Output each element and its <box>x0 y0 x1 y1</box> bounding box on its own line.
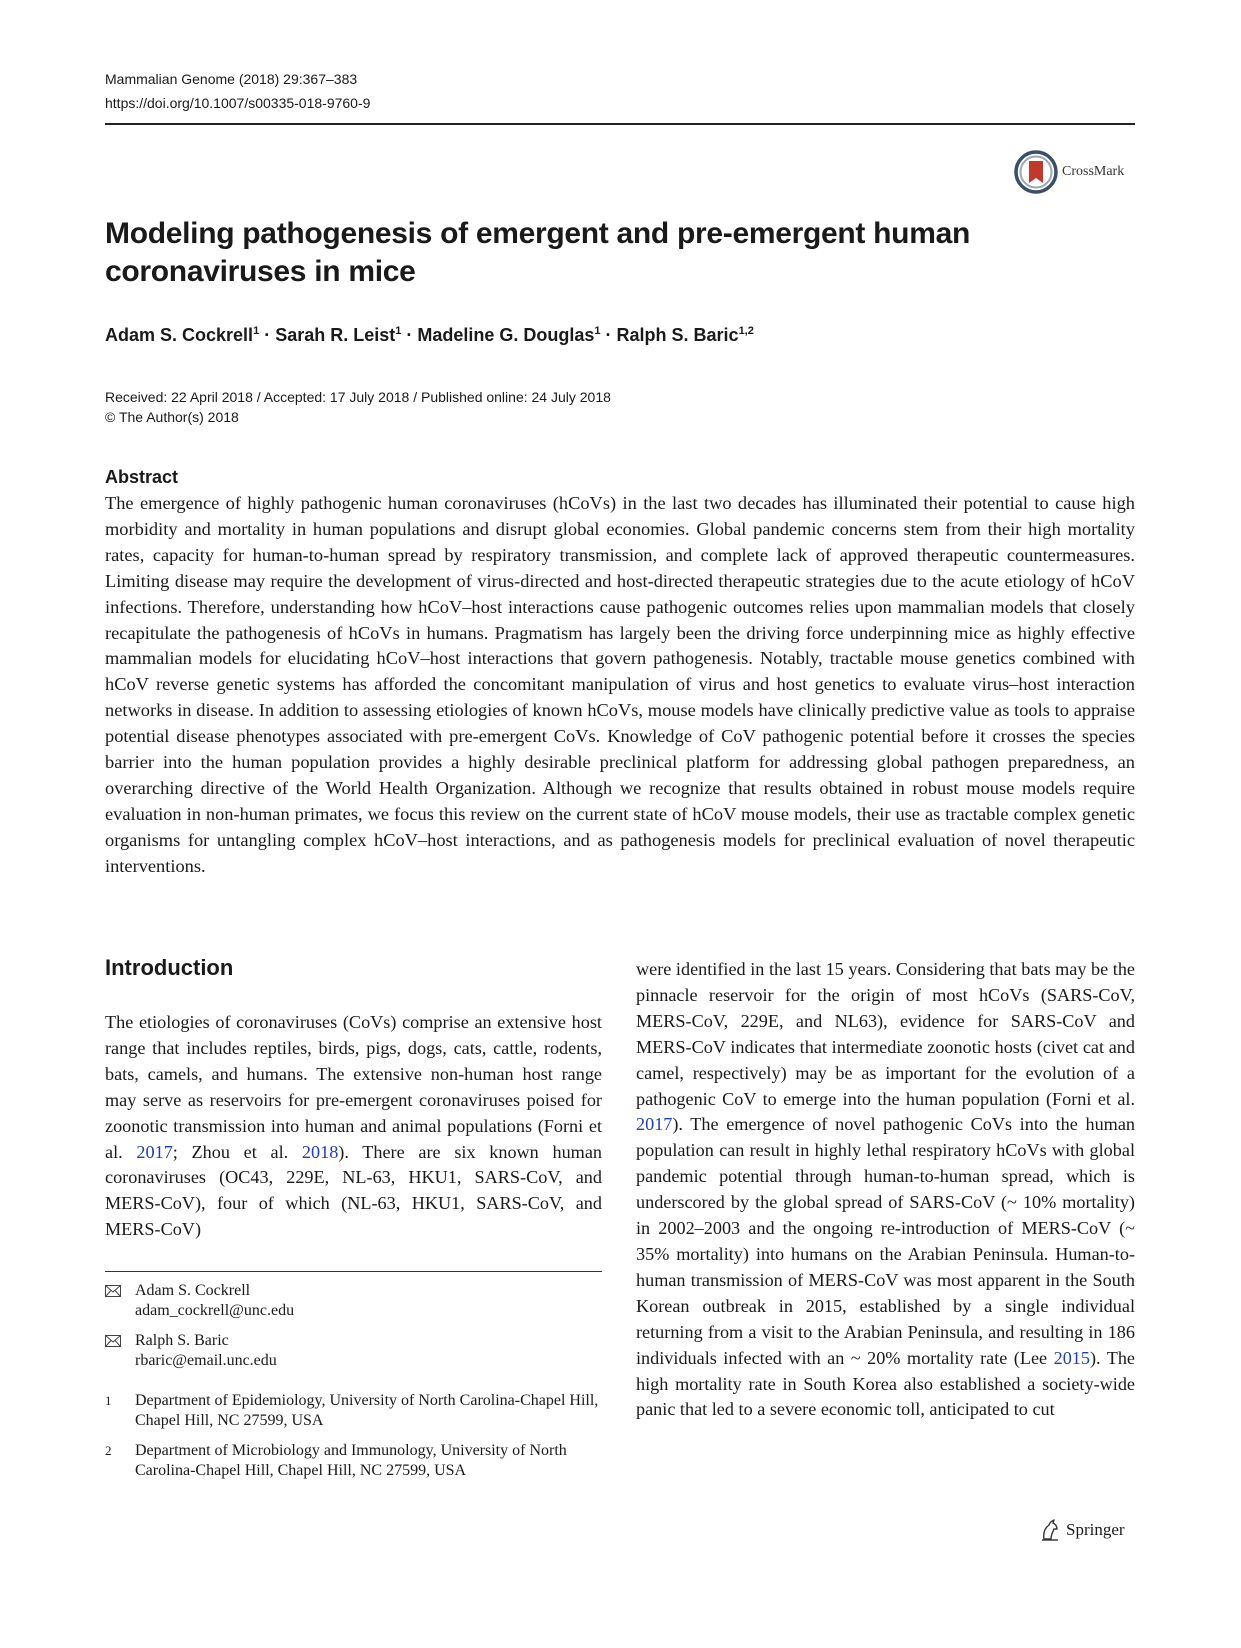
publisher-name: Springer <box>1066 1520 1125 1539</box>
author-name: Madeline G. Douglas <box>417 325 595 345</box>
author-name: Sarah R. Leist <box>275 325 396 345</box>
affiliation <box>105 1441 602 1481</box>
affiliation-text: Department of Microbiology and Immunology, University of North Carolina-Chapel Hill, Chapel Hill, NC 27599, USA <box>135 1442 567 1479</box>
intro-text: ). There are six known human coronaviruses (OC43, 229E, NL-63, HKU1, SARS-CoV, and MERS-CoV), four of which (NL-63, HKU1, SARS-CoV, and MERS-CoV) <box>105 1141 602 1240</box>
abstract-text: The emergence of highly pathogenic human coronaviruses (hCoVs) in the last two decades has illuminated their potential to cause high morbidity and mortality in human populations and disrupt global economies. Global pandemic concerns stem from their high mortality rates, capacity for human-to-human spread by respiratory transmission, and complete lack of approved therapeutic countermeasures. Limiting disease may require the development of virus-directed and host-directed therapeutic strategies due to the acute etiology of hCoV infections. Therefore, understanding how hCoV–host interactions cause pathogenic outcomes relies upon mammalian models that closely recapitulate the pathogenesis of hCoVs in humans. Pragmatism has largely been the driving force underpinning mice as highly effective mammalian models for elucidating hCoV–host interactions that govern pathogenesis. Notably, tractable mouse genetics combined with hCoV reverse genetic systems has afforded the concomitant manipulation of virus and host genetics to evaluate virus–host interaction networks in disease. In addition to assessing etiologies of known hCoVs, mouse models have clinically predictive value as tools to appraise potential disease phenotypes associated with pre-emergent CoVs. Knowledge of CoV pathogenic potential before it crosses the species barrier into the human population provides a highly desirable preclinical platform for addressing global pathogen preparedness, an overarching directive of the World Health Organization. Although we recognize that results obtained in robust mouse models require evaluation in non-human primates, we focus this review on the current state of hCoV mouse models, their use as tractable complex genetic organisms for untangling complex hCoV–host interactions, and as pathogenesis models for preclinical evaluation of novel therapeutic interventions. <box>105 493 1135 876</box>
corresponding-name: Adam S. Cockrell <box>135 1282 251 1299</box>
article-title: Modeling pathogenesis of emergent and pre-emergent human coronaviruses in mice <box>105 217 970 288</box>
author[interactable] <box>417 325 600 345</box>
citation-link[interactable]: 2017 <box>636 1114 673 1135</box>
envelope-icon <box>105 1335 121 1347</box>
author[interactable] <box>275 325 401 345</box>
affiliation <box>105 1391 602 1431</box>
author-affiliation-mark: 1 <box>594 325 601 337</box>
intro-text: ). The high mortality rate in South Korea also established a society-wide panic that led to a severe economic toll, anticipated to cut <box>636 1347 1135 1420</box>
springer-horse-icon <box>1040 1519 1060 1541</box>
author-affiliation-mark: 1 <box>395 325 402 337</box>
crossmark-badge[interactable] <box>1014 150 1124 194</box>
article-history: Received: 22 April 2018 / Accepted: 17 July 2018 / Published online: 24 July 2018 <box>105 389 611 405</box>
intro-text: ). The emergence of novel pathogenic CoVs into the human population can result in highly lethal respiratory hCoVs with global pandemic potential through human-to-human spread, which is underscored by the global spread of SARS-CoV (~ 10% mortality) in 2002–2003 and the ongoing re-introduction of MERS-CoV (~ 35% mortality) into humans on the Arabian Peninsula. Human-to-human transmission of MERS-CoV was most apparent in the South Korean outbreak in 2015, established by a single individual returning from a visit to the Arabian Peninsula, and resulting in 186 individuals infected with an ~ 20% mortality rate (Lee <box>636 1114 1135 1368</box>
affiliation-text: Department of Epidemiology, University of North Carolina-Chapel Hill, Chapel Hill, NC 27599, USA <box>135 1392 599 1429</box>
doi-link[interactable]: https://doi.org/10.1007/s00335-018-9760-9 <box>105 95 371 111</box>
author-separator: · <box>401 325 418 345</box>
corresponding-author <box>105 1331 602 1371</box>
citation-link[interactable]: 2018 <box>301 1141 339 1162</box>
copyright-notice: © The Author(s) 2018 <box>105 409 239 425</box>
article-dates <box>105 387 611 427</box>
footnote-rule <box>105 1271 602 1272</box>
journal-citation: Mammalian Genome (2018) 29:367–383 <box>105 71 358 87</box>
author-affiliation-mark: 1,2 <box>738 325 754 337</box>
corresponding-email[interactable]: rbaric@email.unc.edu <box>135 1352 277 1369</box>
author-affiliation-mark: 1 <box>253 325 260 337</box>
citation-link[interactable]: 2015 <box>1053 1347 1090 1368</box>
author-name: Adam S. Cockrell <box>105 325 254 345</box>
header-rule <box>105 123 1135 125</box>
author-separator: · <box>259 325 276 345</box>
corresponding-name: Ralph S. Baric <box>135 1332 229 1349</box>
envelope-icon <box>105 1285 121 1297</box>
affiliation-number: 1 <box>105 1393 112 1408</box>
citation-link[interactable]: 2017 <box>136 1141 173 1162</box>
crossmark-label: CrossMark <box>1062 164 1125 179</box>
affiliation-number: 2 <box>105 1443 112 1458</box>
intro-text: ; Zhou et al. <box>172 1141 302 1162</box>
intro-text: were identified in the last 15 years. Considering that bats may be the pinnacle reservoir for the origin of most hCoVs (SARS-CoV, MERS-CoV, 229E, and NL63), evidence for SARS-CoV and MERS-CoV indicates that intermediate zoonotic hosts (civet cat and camel, respectively) may be as important for the evolution of a pathogenic CoV to emerge into the human population (Forni et al. <box>636 959 1135 1109</box>
corresponding-author <box>105 1281 602 1321</box>
intro-text: The etiologies of coronaviruses (CoVs) comprise an extensive host range that includes reptiles, birds, pigs, dogs, cats, cattle, rodents, bats, camels, and humans. The extensive non-human host range may serve as reservoirs for pre-emergent coronaviruses poised for zoonotic transmission into human and animal populations (Forni et al. <box>105 1012 602 1162</box>
introduction-heading: Introduction <box>105 955 234 980</box>
author-separator: · <box>600 325 617 345</box>
author-name: Ralph S. Baric <box>616 325 739 345</box>
author[interactable] <box>617 325 754 345</box>
corresponding-email[interactable]: adam_cockrell@unc.edu <box>135 1302 295 1319</box>
crossmark-icon <box>1014 150 1058 194</box>
introduction-right-column <box>636 957 1135 1423</box>
journal-info <box>105 67 370 115</box>
author[interactable] <box>105 325 259 345</box>
abstract-heading: Abstract <box>105 467 179 487</box>
author-list <box>105 325 754 346</box>
introduction-left-column <box>105 1010 602 1243</box>
publisher-logo <box>1040 1519 1125 1541</box>
